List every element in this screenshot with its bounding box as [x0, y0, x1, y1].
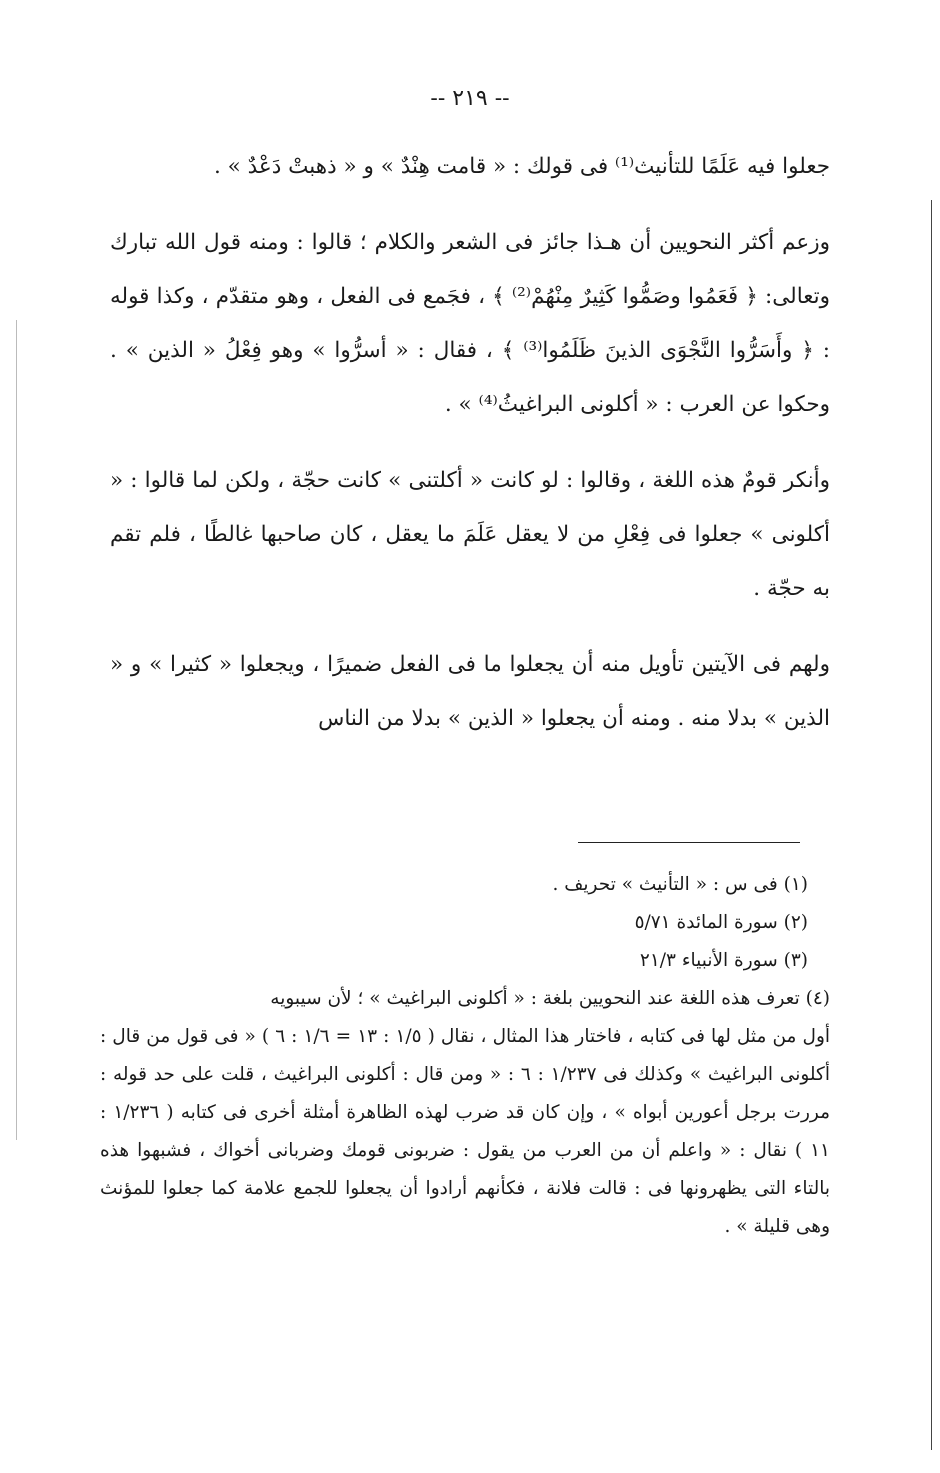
footnote: (٢) سورة المائدة ٥/٧١	[634, 912, 808, 933]
footnotes	[100, 866, 830, 1246]
main-text	[110, 140, 830, 746]
paragraph: وزعم أكثر النحويين أن هـذا جائز فى الشعر والكلام ؛ قالوا : ومنه قول الله تبارك وتعالى: ﴿ فَعَمُوا وصَمُّوا كَثِيرٌ مِنْهُمْ⁽²⁾ ﴾ ، فجَمع فى الفعل ، وهو متقدّم ، وكذا قوله : ﴿ وأَسَرُّوا النَّجْوَى الذينَ ظَلَمُوا⁽³⁾ ﴾ ، فقال : « أسرُّوا » وهو فِعْلُ « الذين » . وحكوا عن العرب : « أكلونى البراغيثُ⁽⁴⁾ » .	[110, 230, 830, 417]
footnote-continuation: أول من مثل لها فى كتابه ، فاختار هذا المثال ، نقال ( ١/٥ : ١٣ = ١/٦ : ٦ ) « فى قول من قال : أكلونى البراغيث » وكذلك فى ١/٢٣٧ : ٦ : « ومن قال : أكلونى البراغيث ، قلت على حد قوله : مررت برجل أعورين أبواه » ، وإن كان قد ضرب لهذه الظاهرة أمثلة أخرى فى كتابه ( ١/٢٣٦ : ١١ ) نقال : « واعلم أن من العرب من يقول : ضربونى قومك وضربانى أخواك ، فشبهوا هذه بالتاء التى يظهرونها فى : قالت فلانة ، فكأنهم أرادوا أن يجعلوا للجمع علامة كما جعلوا للمؤنث وهى قليلة » .	[100, 1026, 831, 1237]
scan-edge-line	[931, 200, 932, 1450]
paragraph: وأنكر قومٌ هذه اللغة ، وقالوا : لو كانت « أكلتنى » كانت حجّة ، ولكن لما قالوا : « أكلونى » جعلوا فى فِعْلِ من لا يعقل عَلَمَ ما يعقل ، كان صاحبها غالطًا ، فلم تقم به حجّة .	[110, 468, 830, 601]
paragraph: جعلوا فيه عَلَمًا للتأنيث⁽¹⁾ فى قولك : « قامت هِنْدٌ » و « ذهبتْ دَعْدٌ » .	[213, 154, 830, 179]
footnote-divider	[578, 842, 800, 843]
footnote: (٣) سورة الأنبياء ٢١/٣	[639, 950, 808, 971]
paragraph: ولهم فى الآيتين تأويل منه أن يجعلوا ما فى الفعل ضميرًا ، ويجعلوا « كثيرا » و « الذين » بدلا منه . ومنه أن يجعلوا « الذين » بدلا من الناس	[110, 652, 830, 731]
footnote: (٤) تعرف هذه اللغة عند النحويين بلغة : « أكلونى البراغيث » ؛ لأن سيبويه	[270, 988, 830, 1009]
scan-edge-line	[16, 320, 17, 1140]
page-number: -- ٢١٩ --	[430, 86, 510, 111]
footnote: (١) فى س : « التأنيث » تحريف .	[552, 874, 808, 895]
